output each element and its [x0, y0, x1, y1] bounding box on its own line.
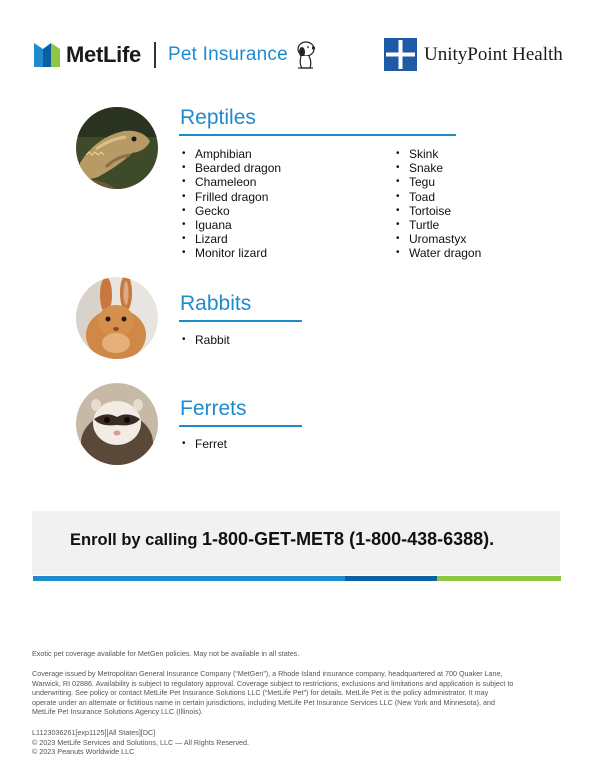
list-item: • Toad [395, 190, 481, 204]
metlife-logo [34, 42, 141, 68]
list-item: • Uromastyx [395, 232, 481, 246]
reptiles-list-right [395, 147, 481, 261]
unitypoint-logo-text: UnityPoint Health [424, 43, 563, 65]
legal-line: Warwick, RI 02886. Availability is subject to regulatory approval. Coverage subject to restrictions, exclusions and limitations and application is subject to [32, 678, 514, 688]
legal-disclaimer [32, 669, 577, 717]
list-item: • Tortoise [395, 204, 481, 218]
reptiles-list-left [181, 147, 281, 261]
ferrets-list [181, 437, 227, 451]
enroll-prefix: Enroll by calling [70, 531, 203, 549]
ferrets-heading: Ferrets [180, 397, 247, 420]
reptiles-rule [179, 134, 456, 136]
enroll-phone: 1-800-GET-MET8 (1-800-438-6388). [202, 529, 495, 549]
list-item: • Gecko [181, 204, 281, 218]
list-item: • Skink [395, 147, 481, 161]
list-item: • Lizard [181, 232, 281, 246]
legal-line: MetLife Pet Insurance Solutions Agency LLC (Illinois). [32, 707, 203, 717]
list-item: • Frilled dragon [181, 190, 281, 204]
copyright-peanuts: © 2023 Peanuts Worldwide LLC [32, 747, 135, 757]
rabbits-heading: Rabbits [180, 292, 252, 315]
list-item: • Chameleon [181, 175, 281, 189]
legal-line: Coverage issued by Metropolitan General Insurance Company (“MetGen”), a Rhode Island insurance company, headquartered at 700 Quaker Lane, [32, 669, 503, 678]
unitypoint-logo-icon [384, 38, 417, 71]
list-item: • Ferret [181, 437, 227, 451]
enroll-text [70, 529, 494, 550]
legal-line: operate under an alternate or fictitious name in certain jurisdictions, including MetLife Pet Insurance Services LLC (New York and Minnesota), and [32, 697, 496, 707]
rabbits-list [181, 333, 230, 347]
list-item: • Rabbit [181, 333, 230, 347]
stripe-blue [33, 576, 345, 581]
ferret-photo [76, 383, 158, 465]
metlife-logo-text: MetLife [66, 42, 141, 67]
bearded-dragon-photo [76, 107, 158, 189]
stripe-dark-blue [345, 576, 437, 581]
list-item: • Snake [395, 161, 481, 175]
list-item: • Bearded dragon [181, 161, 281, 175]
list-item: • Tegu [395, 175, 481, 189]
ferrets-rule [179, 425, 302, 427]
unitypoint-logo [384, 38, 563, 71]
exotic-coverage-note: Exotic pet coverage available for MetGen policies. May not be available in all states. [32, 649, 300, 658]
list-item: • Iguana [181, 218, 281, 232]
list-item: • Amphibian [181, 147, 281, 161]
product-name: Pet Insurance [168, 44, 288, 65]
copyright-metlife: © 2023 MetLife Services and Solutions, LLC — All Rights Reserved. [32, 737, 250, 747]
footer-codes [32, 728, 432, 757]
metlife-logo-icon [34, 43, 60, 67]
legal-line: underwriting. See policy or contact MetLife Pet Insurance Solutions LLC (“MetLife Pet”) for details. MetLife Pet is the policy administrator. It may [32, 688, 489, 698]
list-item: • Turtle [395, 218, 481, 232]
list-item: • Water dragon [395, 246, 481, 260]
reptiles-heading: Reptiles [180, 106, 256, 129]
header-divider [154, 42, 156, 68]
list-item: • Monitor lizard [181, 246, 281, 260]
snoopy-icon [293, 40, 317, 70]
document-code: L1123036261[exp1125][All States][DC] [32, 728, 156, 737]
rabbits-rule [179, 320, 302, 322]
stripe-green [437, 576, 561, 581]
rabbit-photo [76, 277, 158, 359]
